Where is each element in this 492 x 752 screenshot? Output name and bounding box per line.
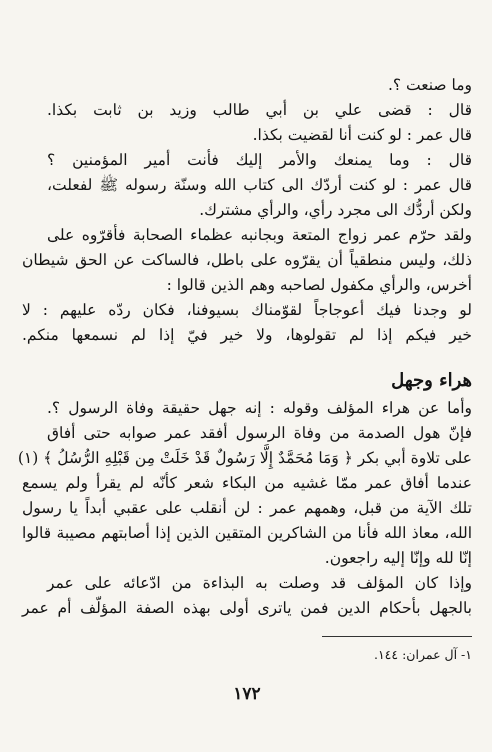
body-line: قال : قضى علي بن أبي طالب وزيد بن ثابت بكذا. [47,101,472,119]
body-line: فإنّ هول الصدمة من وفاة الرسول أفقد عمر صوابه حتى أفاق [47,424,472,442]
body-line: الله، معاذ الله فأنا من الشاكرين المتقين الذين إذا أصابتهم مصيبة قالوا [22,524,472,542]
body-line: قال : وما يمنعك والأمر إليك فأنت أمير المؤمنين ؟ [47,151,472,169]
body-line: وإذا كان المؤلف قد وصلت به البذاءة من ادّعائه على عمر [47,574,472,592]
body-line: ولكن أردُّك الى مجرد رأي، والرأي مشترك. [199,201,472,219]
body-line: على تلاوة أبي بكر ﴿ وَمَا مُحَمَّدٌ إِلَّا رَسُولٌ قَدْ خَلَتْ مِن قَبْلِهِ الرُّسُلُ ﴾ (١) [17,449,472,467]
body-line: ولقد حرّم عمر زواج المتعة وبجانبه عظماء الصحابة فأقرّوه على [47,226,472,244]
body-line: تلك الآية من قبل، وهمهم عمر : لن أنقلب على عقبي أبداً يا رسول [22,499,472,517]
body-line: قال عمر : لو كنت أنا لقضيت بكذا. [252,126,472,144]
page-number: ١٧٢ [233,684,261,704]
body-line: ذلك، وليس منطقياً أن يقرّوه على باطل، فالساكت عن الحق شيطان [22,251,472,269]
section-heading: هراء وجهل [391,370,472,391]
body-line: أخرس، والرأي مكفول لصاحبه وهم الذين قالوا : [166,276,472,294]
body-line: خير فيكم إذا لم تقولوها، ولا خير فيّ إذا لم نسمعها منكم. [22,326,472,344]
body-line: وما صنعت ؟. [387,76,472,94]
body-line: وأما عن هراء المؤلف وقوله : إنه جهل حقيقة وفاة الرسول ؟. [47,399,472,417]
document-page [17,0,472,752]
body-line: عندما أفاق عمر ممّا غشيه من البكاء شعر كأنّه لم يقرأ ولم يسمع [22,474,472,492]
footnote: ١- آل عمران: ١٤٤. [373,647,472,662]
body-line: إنّا لله وإنّا إليه راجعون. [324,549,472,567]
body-line: لو وجدنا فيك أعوجاجاً لقوّمناك بسيوفنا، فكان ردّه عليهم : لا [22,301,472,319]
footnote-divider [322,636,472,637]
body-line: بالجهل بأحكام الدين فمن ياترى أولى بهذه الصفة المؤلّف أم عمر [22,599,472,617]
body-line: قال عمر : لو كنت أردّك الى كتاب الله وسنّة رسوله ﷺ لفعلت، [47,176,472,194]
